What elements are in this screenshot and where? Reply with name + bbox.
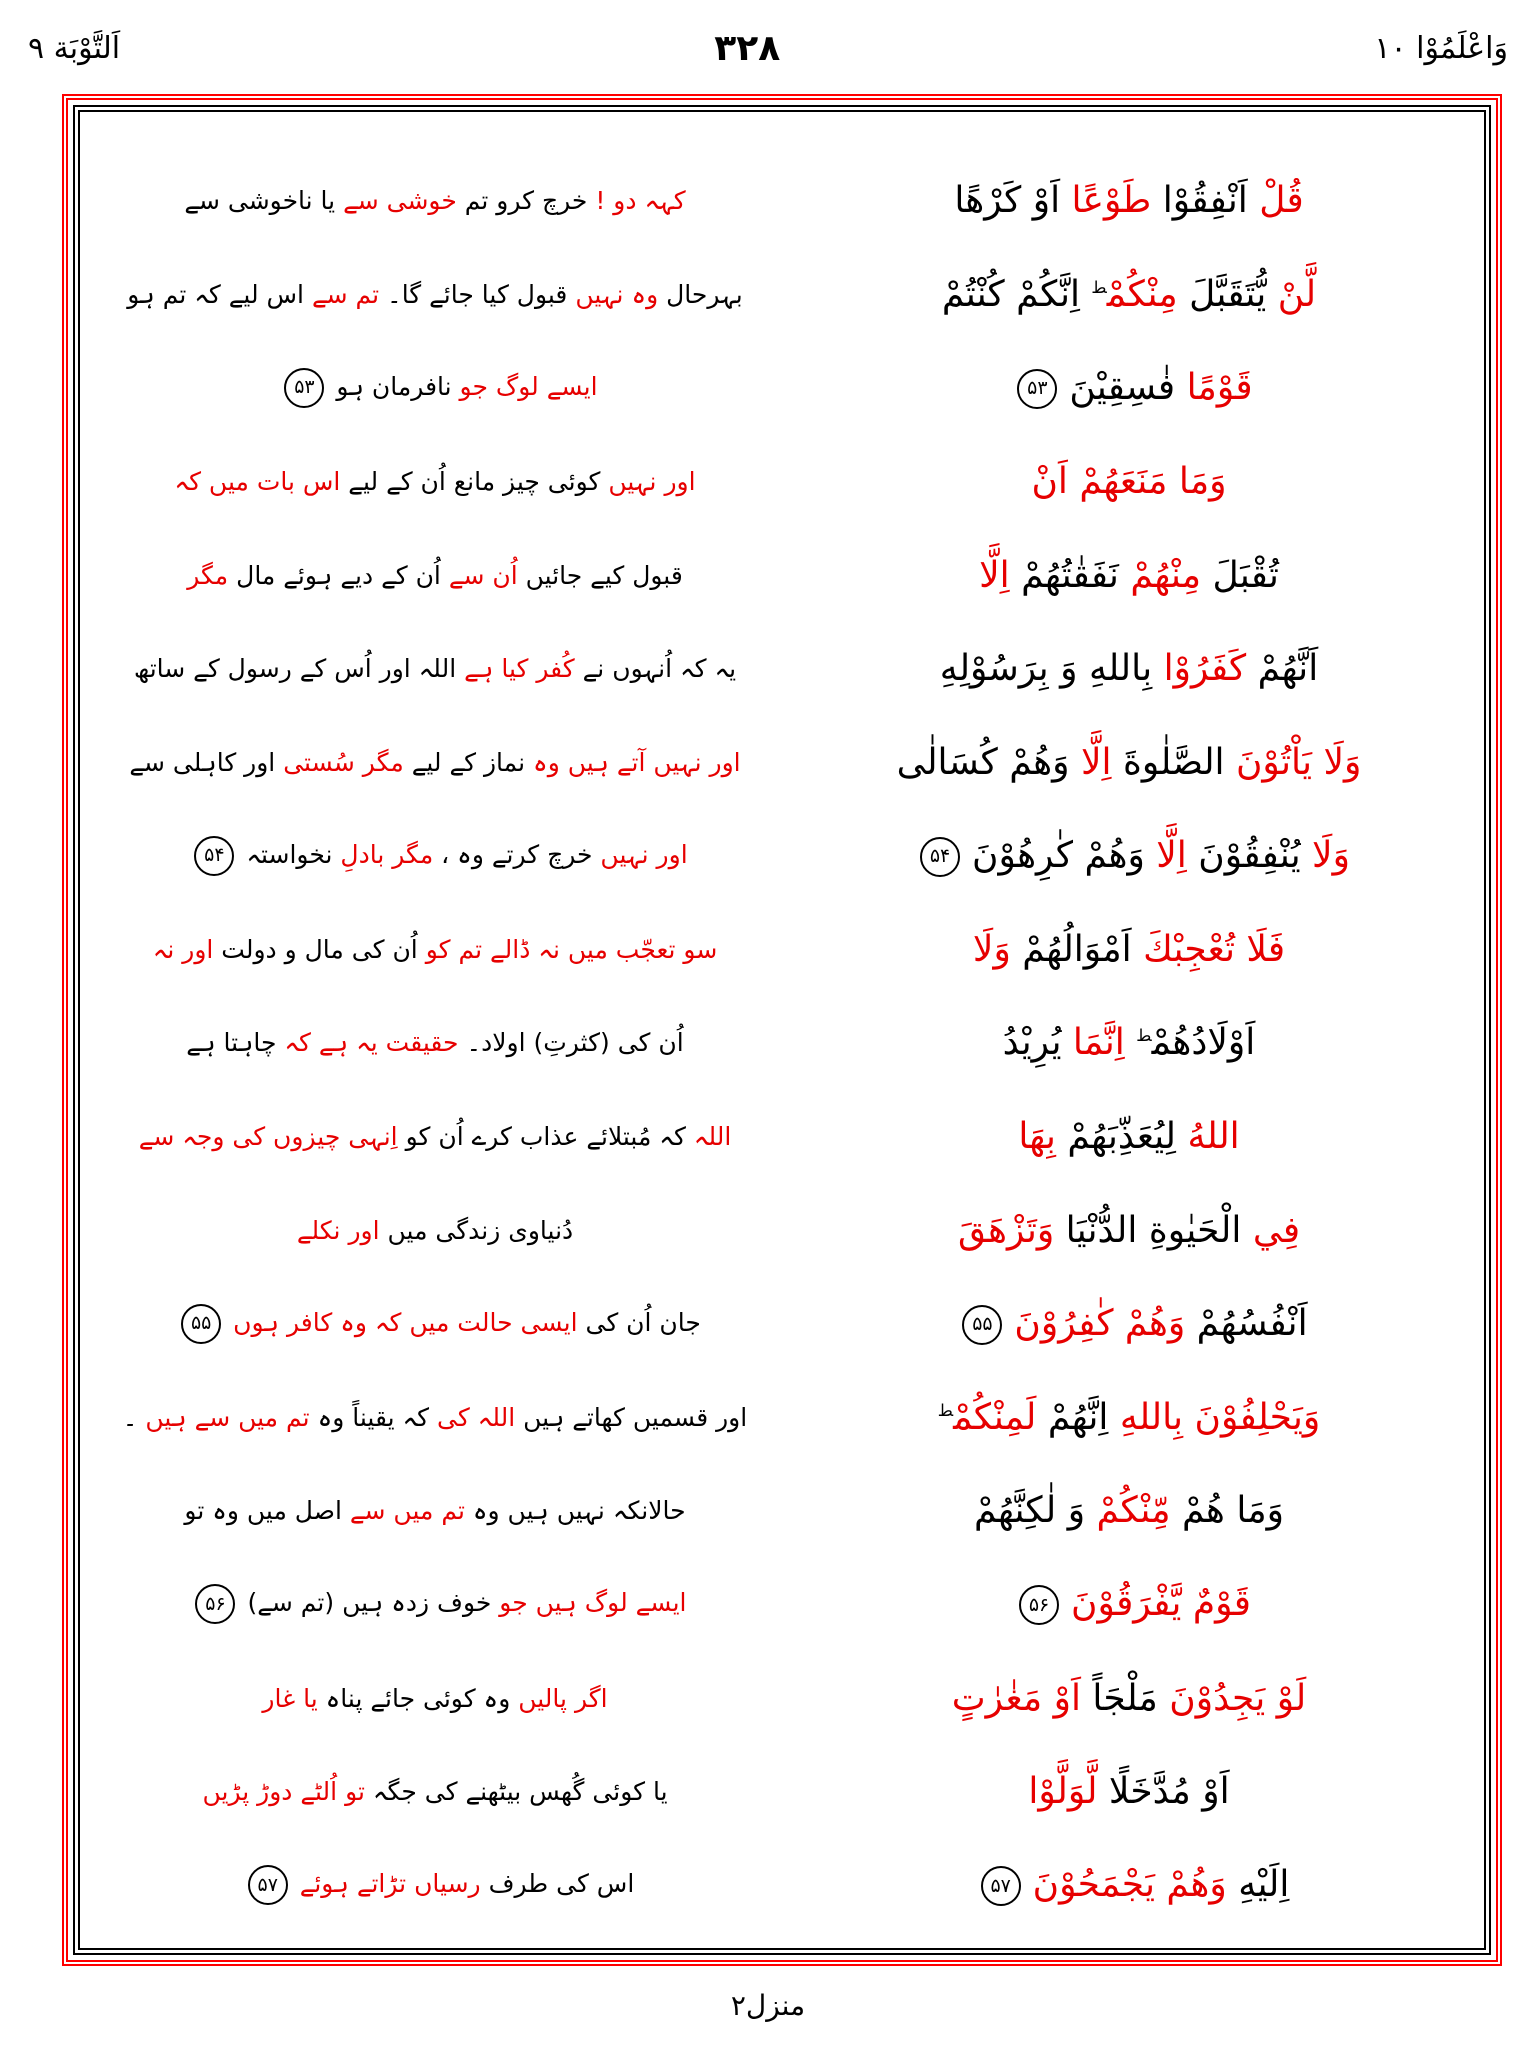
- text-segment: وَمَا هُمْ: [1170, 1490, 1284, 1532]
- verse-row: [88, 715, 1476, 809]
- waqf-mark: ط: [1091, 277, 1107, 297]
- urdu-translation-line: [88, 1122, 782, 1151]
- text-segment: یا ناخوشی سے: [184, 186, 336, 216]
- text-segment: اَمْوَالُهُمْ: [1010, 928, 1132, 970]
- verse-row: [88, 528, 1476, 622]
- arabic-verse-line: [782, 1864, 1476, 1906]
- text-segment: نَفَقٰتُهُمْ: [1009, 554, 1119, 596]
- text-segment: وَهُمْ كٰرِهُوْنَ: [972, 834, 1145, 876]
- text-segment: حقیقت یہ ہے کہ: [276, 1028, 459, 1058]
- text-segment: اِنہی چیزوں کی وجہ سے: [138, 1122, 398, 1152]
- verse-row: [88, 996, 1476, 1090]
- text-segment: وَيَحْلِفُوْنَ بِاللهِ: [1108, 1396, 1321, 1438]
- verse-number-badge: ۵۳: [1017, 369, 1057, 409]
- text-segment: اس بات میں کہ: [174, 467, 341, 497]
- waqf-mark: ط: [937, 1400, 954, 1420]
- text-segment: جان اُن کی: [577, 1307, 701, 1337]
- arabic-verse-line: [782, 1678, 1476, 1719]
- arabic-verse-line: [782, 367, 1476, 409]
- text-segment: اور نہیں: [600, 467, 696, 497]
- text-segment: نافرمان ہو: [336, 371, 452, 401]
- urdu-translation-line: [88, 935, 782, 964]
- text-segment: اور نہیں: [592, 839, 688, 869]
- verse-row: [88, 154, 1476, 248]
- text-segment: وَ لٰكِنَّهُمْ: [974, 1490, 1086, 1532]
- text-segment: اَوْلَادُهُمْ: [1151, 1022, 1256, 1064]
- arabic-verse-line: [782, 461, 1476, 502]
- text-segment: اور نہ: [152, 934, 214, 964]
- text-segment: اللہ: [685, 1122, 732, 1152]
- arabic-verse-line: [782, 555, 1476, 596]
- text-segment: وَهُمْ كٰفِرُوْنَ: [1014, 1302, 1186, 1344]
- text-segment: وہ نہیں: [567, 279, 659, 309]
- text-segment: وَهُمْ كُسَالٰى: [896, 741, 1070, 783]
- text-segment: قُلْ: [1247, 180, 1304, 222]
- text-segment: اگر پالیں: [510, 1683, 608, 1713]
- urdu-translation-line: [88, 280, 782, 309]
- text-segment: یا کوئی گُھس بیٹھنے کی جگہ: [364, 1777, 668, 1807]
- page-header: [28, 16, 1508, 80]
- text-segment: فِي: [1241, 1209, 1301, 1251]
- verse-row: [88, 809, 1476, 903]
- urdu-translation-line: [88, 561, 782, 590]
- text-segment: الصَّلٰوةَ: [1111, 741, 1225, 783]
- verse-row: [88, 1745, 1476, 1839]
- verse-number-badge: ۵۵: [962, 1305, 1002, 1345]
- text-segment: اِنَّهُمْ: [1036, 1396, 1109, 1438]
- verses-table: [80, 112, 1484, 1948]
- urdu-translation-line: [88, 1584, 782, 1624]
- arabic-verse-line: [782, 180, 1476, 221]
- text-segment: اِلَّا: [1069, 741, 1112, 783]
- text-segment: رسیاں تڑاتے ہوئے: [299, 1869, 481, 1899]
- text-segment: بِهَا: [1018, 1116, 1056, 1158]
- verse-number-badge: ۵۷: [248, 1865, 288, 1905]
- verse-row: [88, 1558, 1476, 1652]
- text-segment: اُن کی مال و دولت: [213, 934, 418, 964]
- verse-row: [88, 1277, 1476, 1371]
- text-segment: تُقْبَلَ: [1201, 554, 1279, 596]
- text-segment: دُنیاوی زندگی میں: [379, 1215, 574, 1245]
- text-segment: طَوْعًا: [1060, 180, 1152, 222]
- verse-number-badge: ۵۳: [284, 368, 324, 408]
- text-segment: اَنْفِقُوْا: [1151, 180, 1248, 222]
- text-segment: خرچ کرو تم: [456, 186, 588, 216]
- text-segment: کہ یقیناً وہ: [309, 1402, 430, 1432]
- text-segment: اللهُ: [1176, 1116, 1240, 1158]
- text-segment: یا غار: [262, 1683, 318, 1713]
- text-segment: وَمَا مَنَعَهُمْ اَنْ: [1031, 461, 1227, 503]
- text-segment: خوف زدہ ہیں (تم سے): [247, 1588, 492, 1618]
- text-segment: فٰسِقِيْنَ: [1069, 366, 1176, 408]
- urdu-translation-line: [88, 186, 782, 215]
- text-segment: قَوْمٌ يَّفْرَقُوْنَ: [1071, 1583, 1251, 1625]
- text-segment: ایسے لوگ جو: [451, 371, 598, 401]
- text-segment: ایسی حالت میں کہ وہ کافر ہوں: [233, 1307, 578, 1337]
- verse-row: [88, 248, 1476, 342]
- urdu-translation-line: [88, 467, 782, 496]
- text-segment: قبول کیے جائیں: [517, 560, 683, 590]
- text-segment: اَوْ كَرْهًا: [954, 180, 1061, 222]
- verse-row: [88, 341, 1476, 435]
- text-segment: مگر سُستی: [275, 747, 404, 777]
- text-segment: اَنَّهُمْ: [1246, 648, 1319, 690]
- text-segment: اِنَّمَا: [1061, 1022, 1137, 1064]
- text-segment: اِلَيْهِ: [1226, 1864, 1290, 1906]
- text-segment: وَلَا يَاْتُوْنَ: [1224, 741, 1362, 783]
- text-segment: اُن کی (کثرتِ) اولاد۔: [458, 1028, 684, 1058]
- verse-number-badge: ۵۶: [195, 1584, 235, 1624]
- text-segment: اَوْ مُدَّخَلًا: [1097, 1771, 1230, 1813]
- verse-row: [88, 1464, 1476, 1558]
- text-segment: اس کی طرف: [480, 1869, 635, 1899]
- text-segment: ۔: [122, 1402, 138, 1432]
- text-segment: لَّنْ: [1266, 273, 1317, 315]
- page-number: ۳۲۸: [714, 27, 781, 69]
- text-segment: مَلْجَاً: [1080, 1677, 1158, 1719]
- arabic-verse-line: [782, 742, 1476, 783]
- arabic-verse-line: [782, 1303, 1476, 1345]
- text-segment: مِنْكُمْ: [1106, 273, 1178, 315]
- black-inner-border: [73, 105, 1491, 1955]
- arabic-verse-line: [782, 835, 1476, 877]
- arabic-verse-line: [782, 1116, 1476, 1157]
- verse-row: [88, 1838, 1476, 1932]
- text-segment: مگر بادلِ: [332, 839, 434, 869]
- verse-row: [88, 1371, 1476, 1465]
- verse-number-badge: ۵۴: [920, 837, 960, 877]
- text-segment: اُن سے: [440, 560, 518, 590]
- text-segment: فَلَا تُعْجِبْكَ: [1131, 928, 1286, 970]
- text-segment: لَمِنْكُمْ: [953, 1396, 1037, 1438]
- text-segment: اللہ کی: [429, 1402, 516, 1432]
- verse-row: [88, 622, 1476, 716]
- arabic-verse-line: [782, 1210, 1476, 1251]
- arabic-verse-line: [782, 274, 1476, 315]
- verse-number-badge: ۵۴: [194, 836, 234, 876]
- text-segment: يُرِيْدُ: [1002, 1022, 1062, 1064]
- text-segment: تم میں سے ہیں: [137, 1402, 310, 1432]
- verse-row: [88, 1183, 1476, 1277]
- urdu-translation-line: [88, 1304, 782, 1344]
- text-segment: اور قسمیں کھاتے ہیں: [515, 1402, 748, 1432]
- text-segment: سو تعجّب میں نہ ڈالے تم کو: [417, 934, 718, 964]
- text-segment: وَلَا: [1300, 834, 1350, 876]
- text-segment: بہرحال: [658, 279, 743, 309]
- text-segment: اَنْفُسُهُمْ: [1185, 1302, 1308, 1344]
- verse-number-badge: ۵۶: [1019, 1585, 1059, 1625]
- arabic-verse-line: [782, 1397, 1476, 1438]
- text-segment: كَفَرُوْا: [1152, 648, 1247, 690]
- text-segment: خوشی سے: [335, 186, 457, 216]
- urdu-translation-line: [88, 1216, 782, 1245]
- text-segment: وَهُمْ يَجْمَحُوْنَ: [1032, 1864, 1227, 1906]
- verse-row: [88, 1651, 1476, 1745]
- text-segment: ایسے لوگ ہیں جو: [491, 1588, 687, 1618]
- verse-row: [88, 1090, 1476, 1184]
- arabic-verse-line: [782, 648, 1476, 689]
- manzil-label: منزل۲: [730, 1989, 806, 2022]
- arabic-verse-line: [782, 929, 1476, 970]
- urdu-translation-line: [88, 1496, 782, 1525]
- text-segment: کُفر کیا ہے: [456, 654, 575, 684]
- urdu-translation-line: [88, 1028, 782, 1057]
- arabic-verse-line: [782, 1022, 1476, 1063]
- verse-number-badge: ۵۵: [181, 1304, 221, 1344]
- text-segment: اِنَّكُمْ كُنْتُمْ: [941, 273, 1092, 315]
- urdu-translation-line: [88, 748, 782, 777]
- red-outer-border: [62, 94, 1502, 1966]
- text-segment: چاہتا ہے: [186, 1028, 277, 1058]
- verse-row: [88, 435, 1476, 529]
- urdu-translation-line: [88, 368, 782, 408]
- text-segment: الْحَيٰوةِ الدُّنْيَا: [1054, 1209, 1242, 1251]
- text-segment: لَوْ يَجِدُوْنَ: [1157, 1677, 1307, 1719]
- text-segment: اُن کے دیے ہوئے مال: [228, 560, 441, 590]
- juz-name: وَاعْلَمُوْا ۱۰: [1374, 30, 1508, 66]
- urdu-translation-line: [88, 836, 782, 876]
- text-segment: یہ کہ اُنہوں نے: [574, 654, 737, 684]
- text-segment: مِّنْكُمْ: [1085, 1490, 1171, 1532]
- text-segment: اِلَّا: [1144, 834, 1187, 876]
- text-segment: مگر: [187, 560, 229, 590]
- text-segment: کہہ دو !: [587, 186, 686, 216]
- text-segment: کوئی چیز مانع اُن کے لیے: [340, 467, 601, 497]
- text-segment: قَوْمًا: [1175, 366, 1253, 408]
- text-segment: تو اُلٹے دوڑ پڑیں: [202, 1777, 365, 1807]
- text-segment: اور نکلے: [296, 1215, 380, 1245]
- text-segment: يُنْفِقُوْنَ: [1186, 834, 1301, 876]
- text-segment: بِاللهِ وَ بِرَسُوْلِهِ: [939, 648, 1153, 690]
- urdu-translation-line: [88, 1684, 782, 1713]
- arabic-verse-line: [782, 1771, 1476, 1812]
- text-segment: خرچ کرتے وہ ،: [433, 839, 593, 869]
- surah-name: اَلتَّوْبَة ۹: [28, 30, 121, 66]
- text-segment: نخواستہ: [246, 839, 333, 869]
- text-segment: اور کاہلی سے: [129, 747, 276, 777]
- text-segment: وَلَا: [972, 928, 1011, 970]
- text-segment: حالانکہ نہیں ہیں وہ: [464, 1496, 686, 1526]
- text-segment: تم سے: [304, 279, 380, 309]
- text-segment: اصل میں وہ تو: [184, 1496, 342, 1526]
- urdu-translation-line: [88, 1865, 782, 1905]
- text-segment: تم میں سے: [341, 1496, 465, 1526]
- text-segment: يُّتَقَبَّلَ: [1177, 273, 1267, 315]
- text-segment: مِنْهُمْ: [1118, 554, 1202, 596]
- urdu-translation-line: [88, 1403, 782, 1432]
- footer: [0, 1989, 1536, 2022]
- verse-number-badge: ۵۷: [981, 1866, 1021, 1906]
- text-segment: لِيُعَذِّبَهُمْ: [1055, 1116, 1177, 1158]
- text-segment: نماز کے لیے: [403, 747, 526, 777]
- text-segment: قبول کیا جائے گا۔: [379, 279, 568, 309]
- arabic-verse-line: [782, 1583, 1476, 1625]
- text-segment: وہ کوئی جائے پناہ: [317, 1683, 511, 1713]
- text-segment: اِلَّا: [979, 554, 1010, 596]
- waqf-mark: ط: [1136, 1026, 1152, 1046]
- text-segment: اور نہیں آتے ہیں وہ: [525, 747, 741, 777]
- text-segment: اَوْ مَغٰرٰتٍ: [951, 1677, 1081, 1719]
- verse-row: [88, 903, 1476, 997]
- urdu-translation-line: [88, 654, 782, 683]
- text-segment: اس لیے کہ تم ہو: [127, 279, 304, 309]
- urdu-translation-line: [88, 1777, 782, 1806]
- text-segment: کہ مُبتلائے عذاب کرے اُن کو: [397, 1122, 686, 1152]
- arabic-verse-line: [782, 1490, 1476, 1531]
- text-segment: وَتَزْهَقَ: [957, 1209, 1055, 1251]
- text-segment: اللہ اور اُس کے رسول کے ساتھ: [133, 654, 457, 684]
- text-segment: لَّوَلَّوْا: [1028, 1771, 1098, 1813]
